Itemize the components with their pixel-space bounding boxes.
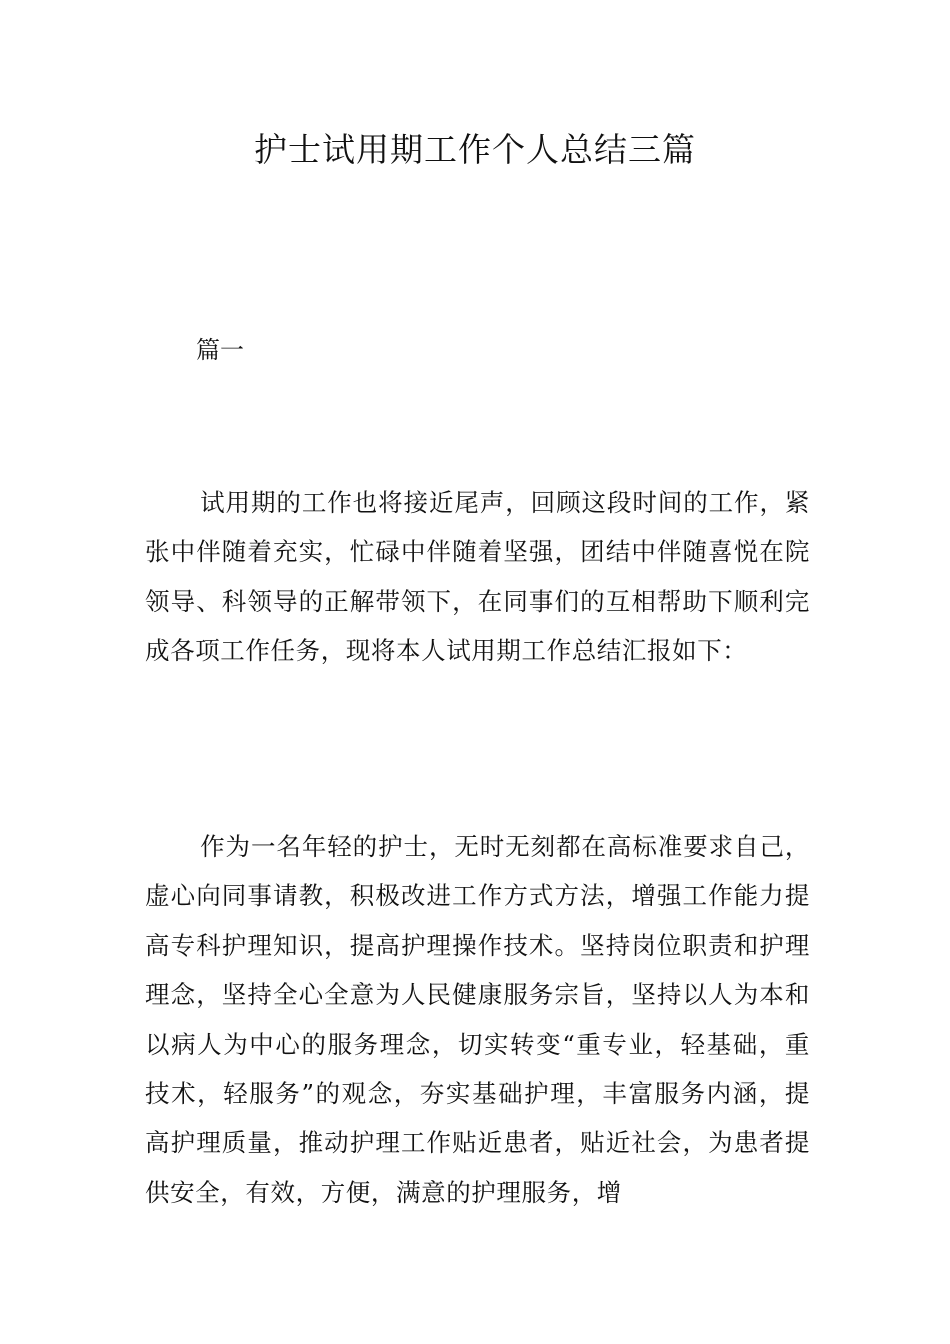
document-title: 护士试用期工作个人总结三篇	[254, 130, 696, 169]
section-heading: 篇一	[196, 336, 244, 364]
paragraph-intro: 试用期的工作也将接近尾声，回顾这段时间的工作，紧张中伴随着充实，忙碌中伴随着坚强，团结中伴随喜悦在院领导、科领导的正解带领下，在同事们的互相帮助下顺利完成各项工作任务，现将本人试用期工作总结汇报如下：	[145, 488, 810, 666]
paragraph-body: 作为一名年轻的护士，无时无刻都在高标准要求自己，虚心向同事请教，积极改进工作方式方法，增强工作能力提高专科护理知识，提高护理操作技术。坚持岗位职责和护理理念，坚持全心全意为人民健康服务宗旨，坚持以人为本和以病人为中心的服务理念，切实转变“重专业，轻基础，重技术，轻服务”的观念，夯实基础护理，丰富服务内涵，提高护理质量，推动护理工作贴近患者，贴近社会，为患者提供安全，有效，方便，满意的护理服务，增	[145, 832, 810, 1207]
